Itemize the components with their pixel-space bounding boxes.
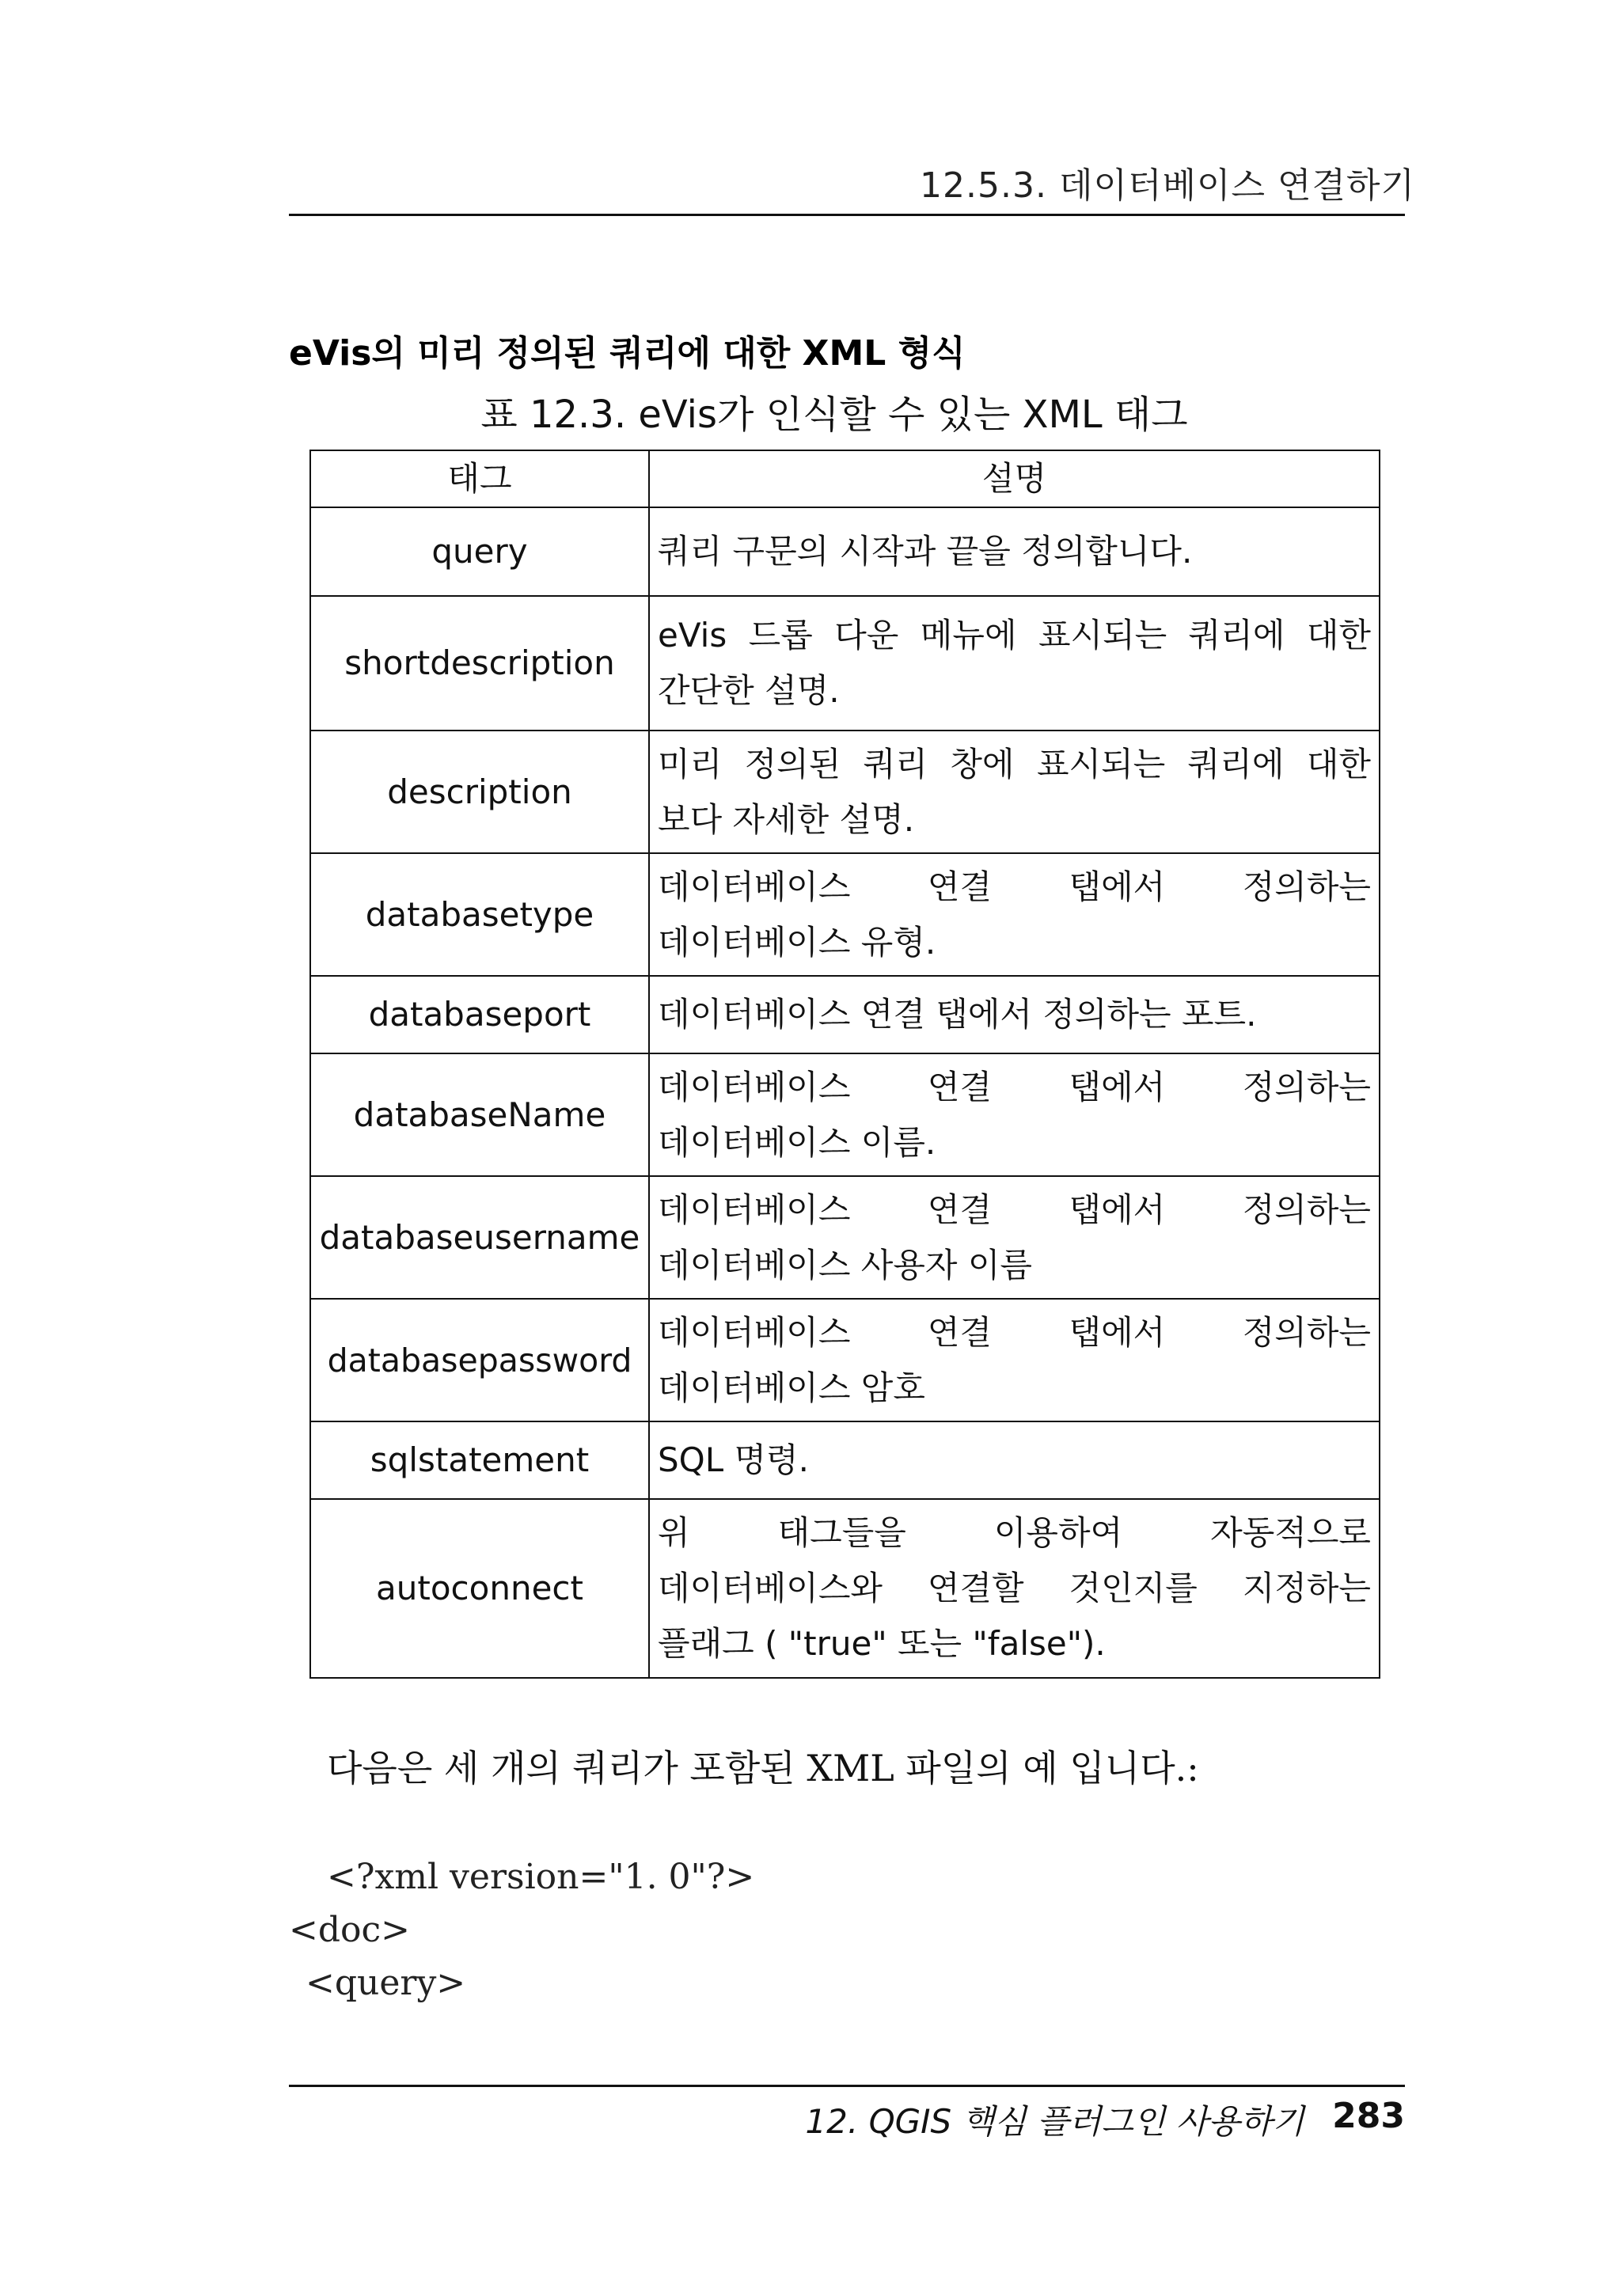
tag-cell: databaseName	[310, 1053, 649, 1176]
table-row	[310, 507, 1380, 596]
description-cell: 데이터베이스 연결 탭에서 정의하는 데이터베이스 암호	[649, 1299, 1380, 1421]
tag-cell: databaseport	[310, 976, 649, 1053]
code-line: <?xml version="1. 0"?>	[327, 1857, 755, 1897]
description-cell: 데이터베이스 연결 탭에서 정의하는 데이터베이스 사용자 이름	[649, 1176, 1380, 1299]
example-intro-text: 다음은 세 개의 쿼리가 포함된 XML 파일의 예 입니다.:	[327, 1747, 1199, 1789]
column-header-description: 설명	[649, 450, 1380, 507]
table-row	[310, 1499, 1380, 1678]
description-cell: SQL 명령.	[649, 1421, 1380, 1499]
tag-cell: databasepassword	[310, 1299, 649, 1421]
code-line: <doc>	[289, 1910, 411, 1950]
description-cell: 데이터베이스 연결 탭에서 정의하는 포트.	[649, 976, 1380, 1053]
footer-chapter-title: 12. QGIS 핵심 플러그인 사용하기	[805, 2102, 1304, 2141]
footer-rule	[289, 2085, 1405, 2087]
table-row	[310, 731, 1380, 853]
description-cell: eVis 드롭 다운 메뉴에 표시되는 쿼리에 대한 간단한 설명.	[649, 596, 1380, 731]
running-header: 12.5.3. 데이터베이스 연결하기	[920, 165, 1415, 206]
description-cell: 데이터베이스 연결 탭에서 정의하는 데이터베이스 이름.	[649, 1053, 1380, 1176]
code-line: <query>	[306, 1963, 466, 2003]
tag-cell: shortdescription	[310, 596, 649, 731]
table-row	[310, 1053, 1380, 1176]
tag-cell: description	[310, 731, 649, 853]
section-title: eVis의 미리 정의된 쿼리에 대한 XML 형식	[289, 333, 966, 374]
table-row	[310, 596, 1380, 731]
tag-cell: query	[310, 507, 649, 596]
table-row	[310, 976, 1380, 1053]
table-caption: 표 12.3. eVis가 인식할 수 있는 XML 태그	[480, 393, 1188, 437]
header-rule	[289, 214, 1405, 216]
tag-cell: autoconnect	[310, 1499, 649, 1678]
page-number: 283	[1332, 2096, 1405, 2136]
column-header-tag: 태그	[310, 450, 649, 507]
description-cell: 쿼리 구문의 시작과 끝을 정의합니다.	[649, 507, 1380, 596]
table-row	[310, 1421, 1380, 1499]
table-row	[310, 853, 1380, 976]
xml-tags-table	[309, 450, 1380, 1679]
table-row	[310, 1176, 1380, 1299]
table-row	[310, 1299, 1380, 1421]
description-cell: 데이터베이스 연결 탭에서 정의하는 데이터베이스 유형.	[649, 853, 1380, 976]
description-cell: 미리 정의된 쿼리 창에 표시되는 쿼리에 대한 보다 자세한 설명.	[649, 731, 1380, 853]
table-header-row	[310, 450, 1380, 507]
tag-cell: databasetype	[310, 853, 649, 976]
tag-cell: databaseusername	[310, 1176, 649, 1299]
description-cell: 위 태그들을 이용하여 자동적으로 데이터베이스와 연결할 것인지를 지정하는 플래그 ( "true" 또는 "false").	[649, 1499, 1380, 1678]
tag-cell: sqlstatement	[310, 1421, 649, 1499]
